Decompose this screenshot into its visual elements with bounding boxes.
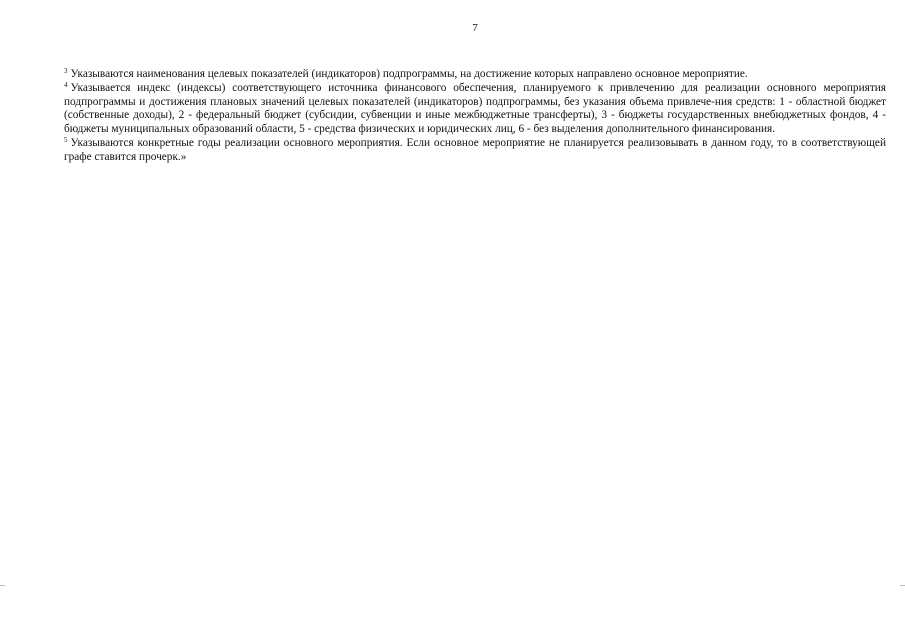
footnote-text: Указываются конкретные годы реализации основного мероприятия. Если основное мероприятие не планируется реализовывать в данном году, то в соответствующей графе ставится прочерк.» <box>64 136 886 163</box>
footnote-5 <box>64 137 886 165</box>
footnote-text: Указывается индекс (индексы) соответствующего источника финансового обеспечения, планируемого к привлечению для реализации основного мероприятия подпрограммы и достижения плановых значений целевых показателей (индикаторов) подпрограммы, без указания объема привлече-ния средств: 1 - областной бюджет (собственные доходы), 2 - федеральный бюджет (субсидии, субвенции и иные межбюджетные трансферты), 3 - бюджеты государственных внебюджетных фондов, 4 - бюджеты муниципальных образований области, 5 - средства физических и юридических лиц, 6 - без выделения дополнительного финансирования. <box>64 81 886 136</box>
footnote-text: Указываются наименования целевых показателей (индикаторов) подпрограммы, на достижение которых направлено основное мероприятие. <box>70 68 748 80</box>
footnote-marker: 4 <box>64 80 68 89</box>
footnotes-block <box>64 68 886 165</box>
page-number: 7 <box>472 22 478 34</box>
footnote-marker: 3 <box>64 67 68 75</box>
footnote-4 <box>64 82 886 137</box>
page-edge-mark-right <box>900 585 905 586</box>
footnote-marker: 5 <box>64 135 68 144</box>
footnote-3 <box>64 68 886 82</box>
page-edge-mark-left <box>0 585 5 586</box>
